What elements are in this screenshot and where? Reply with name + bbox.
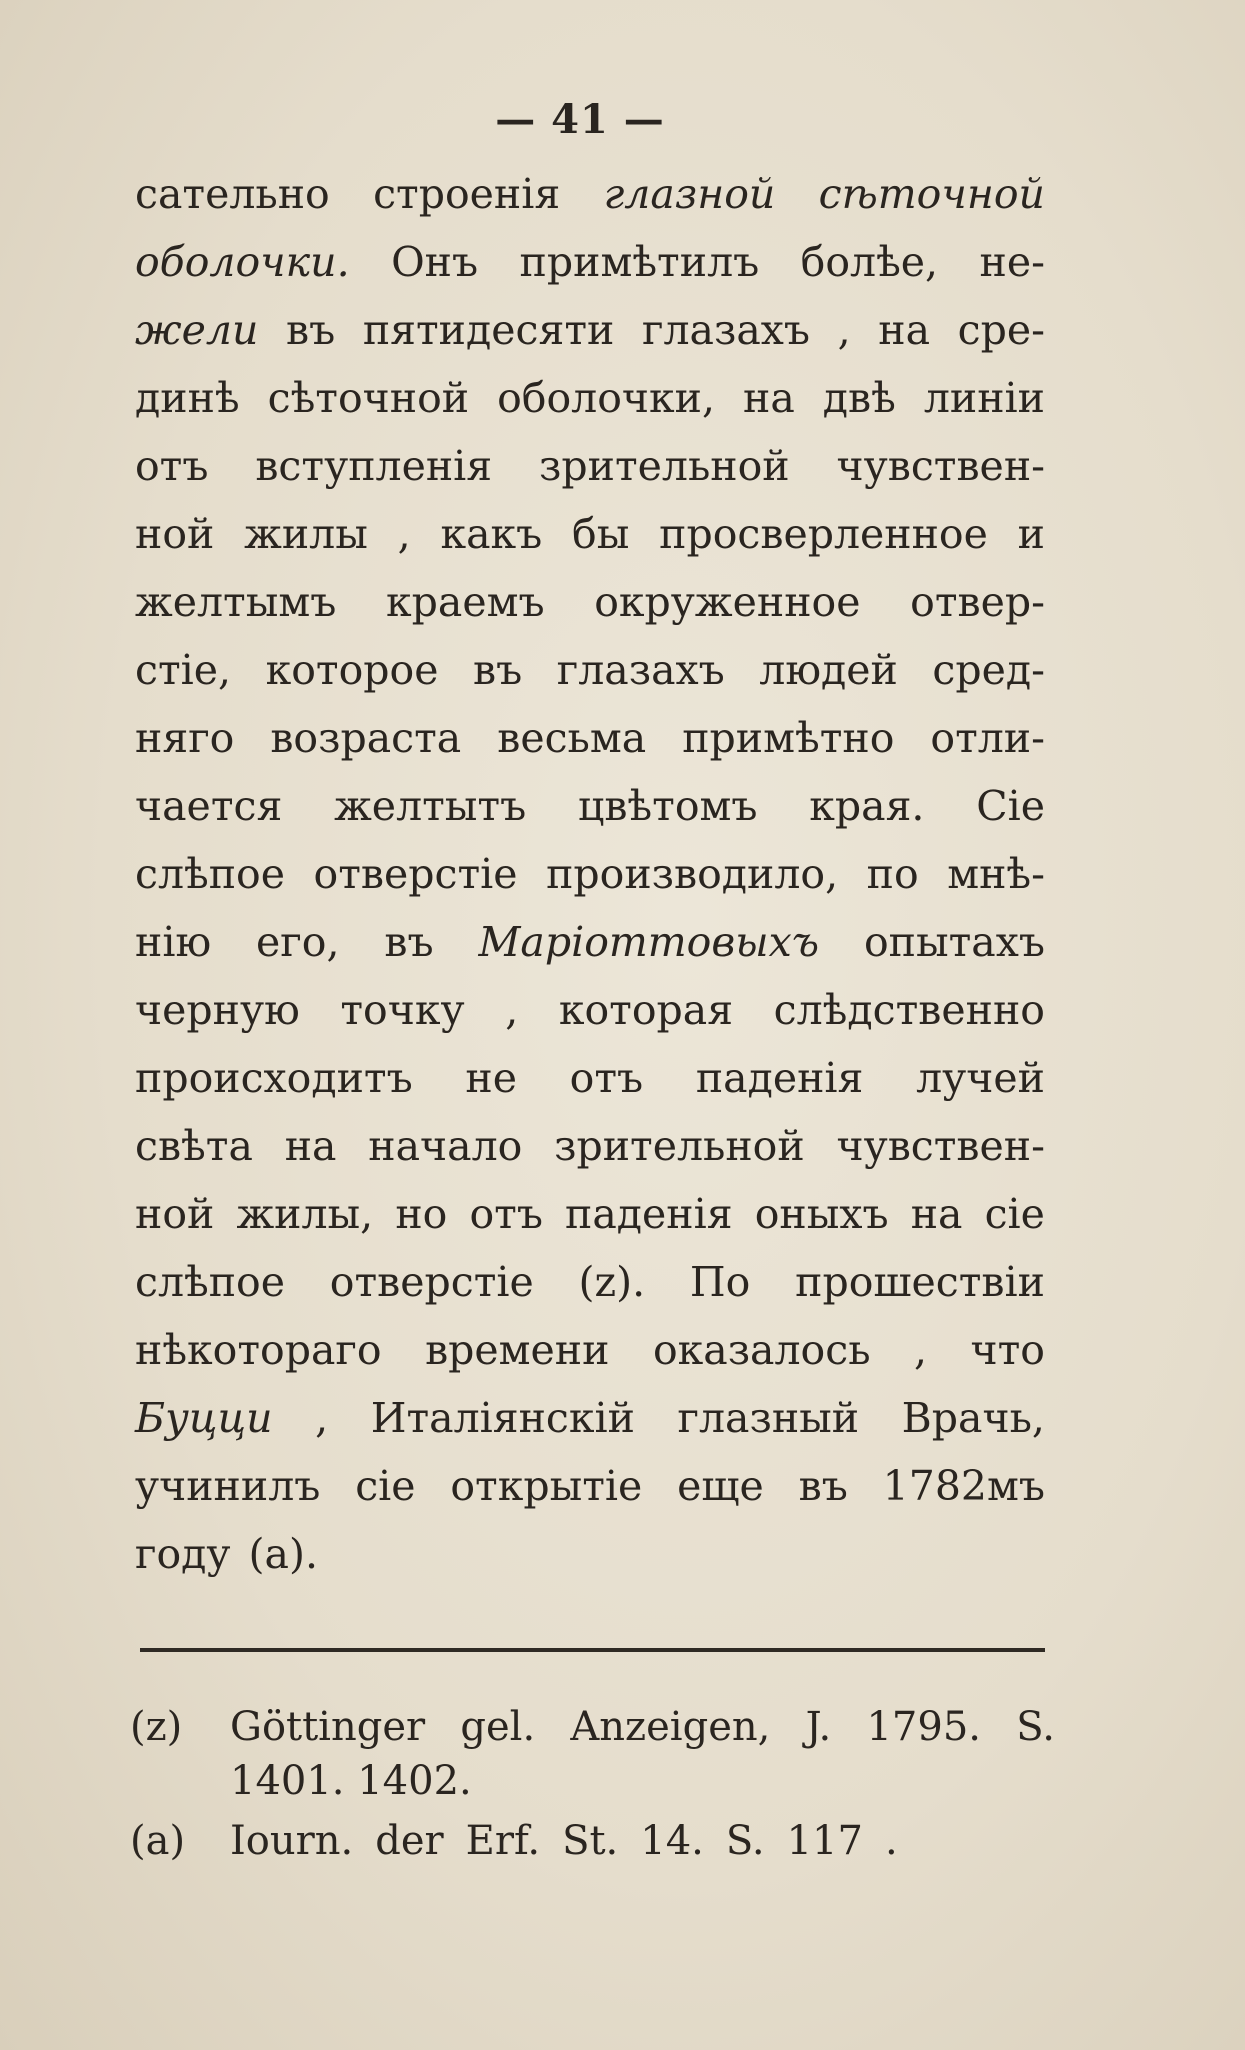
footnote-text	[230, 1814, 1055, 1868]
word: на	[743, 374, 795, 422]
text-line	[135, 908, 1045, 976]
word: въ	[798, 1462, 848, 1510]
word: нѣкотораго	[135, 1326, 382, 1374]
word: какъ	[440, 510, 543, 558]
footnote	[130, 1814, 1055, 1868]
footnote	[130, 1700, 1055, 1754]
footnote-word: Iourn.	[230, 1818, 354, 1864]
word: сѣточной	[267, 374, 470, 422]
text-line	[135, 364, 1045, 432]
word: сре-	[957, 306, 1045, 354]
word: бы	[572, 510, 630, 558]
footnote-rule	[140, 1648, 1045, 1652]
word: жели	[135, 306, 259, 354]
footnote-word: 1795.	[866, 1704, 981, 1750]
word: свѣта	[135, 1122, 253, 1170]
word: сіе	[355, 1462, 416, 1510]
word: ной	[135, 510, 215, 558]
word: (z).	[578, 1258, 646, 1306]
word: отъ	[569, 1054, 644, 1102]
text-line	[135, 772, 1045, 840]
word: Врачь,	[901, 1394, 1045, 1442]
word: чается	[135, 782, 283, 830]
word: оказалось	[652, 1326, 871, 1374]
text-line	[135, 1452, 1045, 1520]
text-line	[135, 228, 1045, 296]
word: желтытъ	[334, 782, 527, 830]
footnote-word: 14.	[640, 1818, 704, 1864]
word: людей	[759, 646, 898, 694]
word: окруженное	[594, 578, 861, 626]
word: Онъ	[391, 238, 479, 286]
word: Италіянскій	[370, 1394, 635, 1442]
word: лучей	[916, 1054, 1045, 1102]
word: производило,	[546, 850, 839, 898]
text-line	[135, 976, 1045, 1044]
word: еще	[677, 1462, 764, 1510]
word: возраста	[270, 714, 462, 762]
page-number: — 41 —	[495, 96, 665, 143]
footnote-word: Anzeigen,	[570, 1704, 771, 1750]
word: пятидесяти	[362, 306, 615, 354]
word: не	[465, 1054, 517, 1102]
word: зрительной	[539, 442, 790, 490]
footnote-word: Göttinger	[230, 1704, 426, 1750]
word: открытіе	[450, 1462, 643, 1510]
word: краемъ	[386, 578, 545, 626]
word: (a).	[248, 1530, 319, 1578]
word: ,	[397, 510, 411, 558]
word: стіе,	[135, 646, 232, 694]
word: сред-	[932, 646, 1045, 694]
word: опытахъ	[863, 918, 1045, 966]
footnote-word: St.	[562, 1818, 619, 1864]
text-line	[135, 568, 1045, 636]
word: Сіе	[976, 782, 1045, 830]
word: болѣе,	[800, 238, 939, 286]
word: линіи	[923, 374, 1045, 422]
footnote-mark: (a)	[130, 1818, 186, 1864]
word: сѣточной	[818, 170, 1045, 218]
word: на	[910, 1190, 963, 1238]
word: отъ	[135, 442, 209, 490]
word: въ	[286, 306, 336, 354]
word: нію	[135, 918, 212, 966]
word: на	[284, 1122, 337, 1170]
word: глазный	[677, 1394, 860, 1442]
word: оболочки,	[497, 374, 715, 422]
text-line	[135, 1316, 1045, 1384]
word: его,	[256, 918, 340, 966]
word: не-	[979, 238, 1045, 286]
text-line	[135, 1520, 1045, 1588]
word: оныхъ	[754, 1190, 889, 1238]
footnote-mark: (z)	[130, 1704, 183, 1750]
word: няго	[135, 714, 235, 762]
text-line	[135, 160, 1045, 228]
word: отверстіе	[313, 850, 518, 898]
word: вступленія	[255, 442, 493, 490]
word: паденія	[695, 1054, 864, 1102]
word: учинилъ	[135, 1462, 321, 1510]
word: ,	[315, 1394, 329, 1442]
word: отвер-	[910, 578, 1045, 626]
footnote-word: 117	[786, 1818, 863, 1864]
word: въ	[384, 918, 434, 966]
word: времени	[425, 1326, 610, 1374]
word: мнѣ-	[947, 850, 1045, 898]
word: которая	[558, 986, 734, 1034]
word: цвѣтомъ	[577, 782, 758, 830]
word: ,	[913, 1326, 928, 1374]
word: глазахъ	[556, 646, 725, 694]
word: глазной	[603, 170, 776, 218]
word: примѣтилъ	[519, 238, 760, 286]
word: начало	[368, 1122, 523, 1170]
word: жилы,	[236, 1190, 374, 1238]
footnotes	[130, 1700, 1055, 1868]
word: слѣдственно	[773, 986, 1045, 1034]
word: по	[866, 850, 919, 898]
text-line	[135, 636, 1045, 704]
word: сательно	[135, 170, 330, 218]
footnote-word: Erf.	[465, 1818, 541, 1864]
footnote-word: gel.	[460, 1704, 536, 1750]
text-line	[135, 500, 1045, 568]
footnote-word: der	[375, 1818, 444, 1864]
word: на	[878, 306, 931, 354]
word: отъ	[469, 1190, 543, 1238]
word: оболочки.	[135, 238, 350, 286]
text-line	[135, 1044, 1045, 1112]
footnote-continuation: 1401. 1402.	[230, 1758, 472, 1804]
footnote-text	[230, 1700, 1055, 1754]
word: двѣ	[822, 374, 896, 422]
word: Маріоттовыхъ	[478, 918, 820, 966]
text-line	[135, 432, 1045, 500]
word: весьма	[497, 714, 647, 762]
word: прошествіи	[795, 1258, 1045, 1306]
word: въ	[473, 646, 523, 694]
text-line	[135, 704, 1045, 772]
footnote-word: J.	[805, 1704, 832, 1750]
word: отверстіе	[329, 1258, 534, 1306]
text-line	[135, 840, 1045, 908]
footnote-word: .	[884, 1818, 898, 1864]
word: желтымъ	[135, 578, 337, 626]
word: слѣпое	[135, 850, 286, 898]
footnote-word: S.	[725, 1818, 765, 1864]
text-line	[135, 1248, 1045, 1316]
word: глазахъ	[641, 306, 810, 354]
word: динѣ	[135, 374, 240, 422]
word: отли-	[930, 714, 1045, 762]
text-line	[135, 1112, 1045, 1180]
text-line	[135, 1180, 1045, 1248]
text-line	[135, 1384, 1045, 1452]
word: слѣпое	[135, 1258, 286, 1306]
word: ,	[837, 306, 851, 354]
word: просверленное	[659, 510, 988, 558]
word: которое	[265, 646, 439, 694]
word: паденія	[565, 1190, 733, 1238]
word: края.	[809, 782, 925, 830]
word: По	[689, 1258, 751, 1306]
word: происходитъ	[135, 1054, 413, 1102]
body-text	[135, 160, 1045, 1588]
text-line	[135, 296, 1045, 364]
word: чувствен-	[836, 442, 1045, 490]
word: примѣтно	[682, 714, 895, 762]
word: но	[395, 1190, 448, 1238]
word: точку	[340, 986, 465, 1034]
word: и	[1017, 510, 1045, 558]
word: 1782мъ	[882, 1462, 1045, 1510]
word: ной	[135, 1190, 215, 1238]
word: году	[135, 1530, 231, 1578]
word: ,	[505, 986, 519, 1034]
word: Буцци	[135, 1394, 273, 1442]
word: что	[970, 1326, 1045, 1374]
word: чувствен-	[836, 1122, 1045, 1170]
word: строенія	[373, 170, 561, 218]
word: жилы	[244, 510, 368, 558]
word: зрительной	[554, 1122, 805, 1170]
footnote-word: S.	[1016, 1704, 1055, 1750]
word: черную	[135, 986, 300, 1034]
word: сіе	[984, 1190, 1045, 1238]
